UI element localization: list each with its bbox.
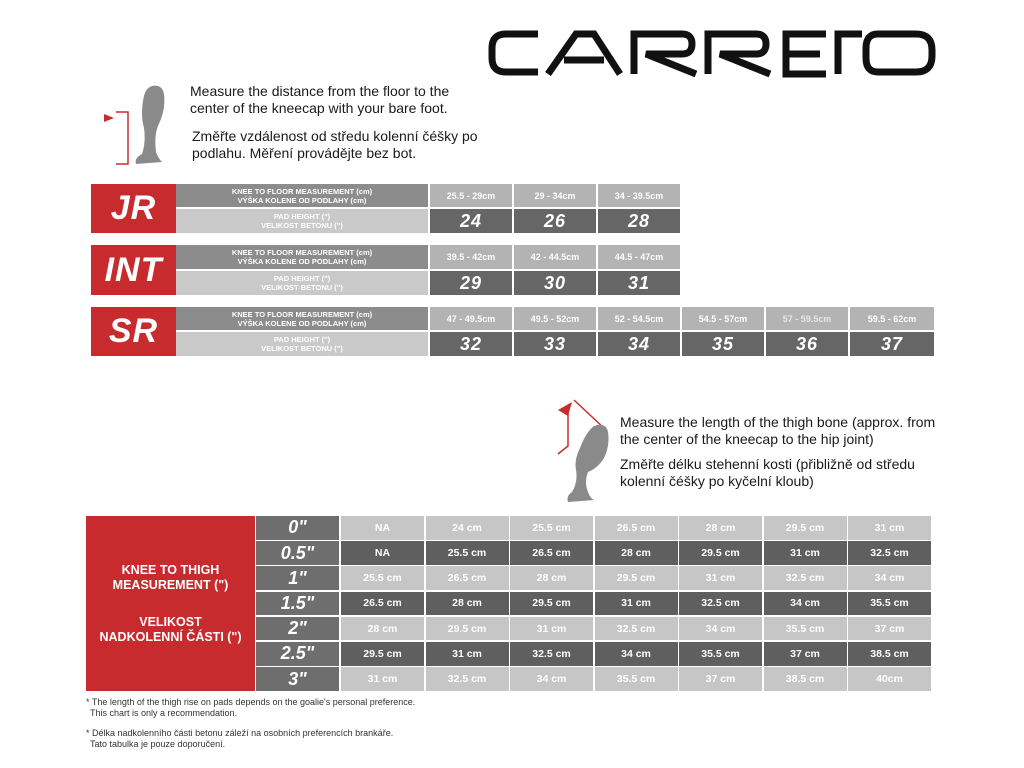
thigh-cell: 32.5 cm <box>679 592 762 616</box>
size-cell: 31 <box>598 271 680 295</box>
thigh-cell: 26.5 cm <box>341 592 424 616</box>
thigh-cell: 34 cm <box>679 617 762 641</box>
pad-height-header-en: PAD HEIGHT (") <box>273 274 331 283</box>
size-cell: 35 <box>682 332 764 356</box>
rise-label: 2.5" <box>256 642 339 666</box>
thigh-cell: 40cm <box>848 667 931 691</box>
knee-floor-instruction-cz: Změřte vzdálenost od středu kolenní čéšky po podlahu. Měření provádějte bez bot. <box>192 128 478 161</box>
thigh-cell: 35.5 cm <box>595 667 678 691</box>
pad-height-header <box>176 209 428 233</box>
thigh-cell: 29.5 cm <box>764 516 847 540</box>
thigh-cell: 28 cm <box>679 516 762 540</box>
range-cell: 59.5 - 62cm <box>850 307 934 330</box>
range-cell: 42 - 44.5cm <box>514 245 596 269</box>
range-cell: 29 - 34cm <box>514 184 596 207</box>
brand-logo <box>486 28 940 78</box>
thigh-cell: 29.5 cm <box>341 642 424 666</box>
thigh-cell: 31 cm <box>426 642 509 666</box>
rise-label: 0" <box>256 516 339 540</box>
size-label-int: INT <box>91 245 176 295</box>
range-cell: 34 - 39.5cm <box>598 184 680 207</box>
note-cz-1: * Délka nadkolenního části betonu záleží na osobních preferencích brankáře. <box>86 728 394 738</box>
range-cell: 44.5 - 47cm <box>598 245 680 269</box>
knee-floor-header <box>176 307 428 330</box>
thigh-cell: 32.5 cm <box>595 617 678 641</box>
range-cell: 57 - 59.5cm <box>766 307 848 330</box>
thigh-cell: 31 cm <box>764 541 847 565</box>
thigh-cell: 28 cm <box>426 592 509 616</box>
pad-height-header-en: PAD HEIGHT (") <box>273 335 331 344</box>
thigh-cell: 37 cm <box>679 667 762 691</box>
note-cz-2: Tato tabulka je pouze doporučení. <box>90 739 226 749</box>
knee-floor-header-cz: VÝŠKA KOLENE OD PODLAHY (cm) <box>237 318 367 328</box>
pad-height-header-cz: VELIKOST BETONU (") <box>261 283 343 292</box>
thigh-label-en-1: KNEE TO THIGH <box>121 562 220 577</box>
thigh-label-cz-1: VELIKOST <box>139 614 202 629</box>
size-cell: 36 <box>766 332 848 356</box>
thigh-table-label <box>86 516 255 691</box>
pad-height-header-cz: VELIKOST BETONU (") <box>261 344 343 353</box>
pad-height-header <box>176 332 428 356</box>
thigh-cell: 31 cm <box>848 516 931 540</box>
thigh-cell: 28 cm <box>510 566 593 590</box>
knee-floor-header <box>176 184 428 207</box>
range-cell: 54.5 - 57cm <box>682 307 764 330</box>
thigh-cell: 29.5 cm <box>679 541 762 565</box>
thigh-cell: NA <box>341 516 424 540</box>
knee-floor-header-cz: VÝŠKA KOLENE OD PODLAHY (cm) <box>237 257 367 266</box>
thigh-cell: 26.5 cm <box>510 541 593 565</box>
thigh-cell: 29.5 cm <box>510 592 593 616</box>
range-cell: 47 - 49.5cm <box>430 307 512 330</box>
pad-height-header <box>176 271 428 295</box>
thigh-cell: 24 cm <box>426 516 509 540</box>
knee-floor-header-en: KNEE TO FLOOR MEASUREMENT (cm) <box>231 248 373 257</box>
thigh-instruction-cz: Změřte délku stehenní kosti (přibližně od středu kolenní čéšky po kyčelní kloub) <box>620 456 915 489</box>
knee-floor-header-en: KNEE TO FLOOR MEASUREMENT (cm) <box>231 186 373 196</box>
note-cz <box>86 728 586 750</box>
pad-height-header-cz: VELIKOST BETONU (") <box>261 221 343 230</box>
thigh-cell: NA <box>341 541 424 565</box>
rise-label: 1.5" <box>256 592 339 616</box>
thigh-cell: 25.5 cm <box>510 516 593 540</box>
thigh-cell: 34 cm <box>595 642 678 666</box>
rise-label: 0.5" <box>256 541 339 565</box>
thigh-cell: 31 cm <box>679 566 762 590</box>
size-cell: 26 <box>514 209 596 233</box>
size-cell: 29 <box>430 271 512 295</box>
note-en-1: * The length of the thigh rise on pads depends on the goalie's personal preference. <box>86 697 416 707</box>
thigh-cell: 32.5 cm <box>510 642 593 666</box>
thigh-cell: 38.5 cm <box>848 642 931 666</box>
thigh-cell: 29.5 cm <box>595 566 678 590</box>
thigh-cell: 38.5 cm <box>764 667 847 691</box>
thigh-label-cz-2: NADKOLENNÍ ČÁSTI (") <box>99 629 242 644</box>
size-label-jr: JR <box>91 184 176 233</box>
thigh-instruction-en: Measure the length of the thigh bone (approx. from the center of the kneecap to the hip joint) <box>620 414 936 447</box>
knee-floor-header <box>176 245 428 269</box>
size-cell: 32 <box>430 332 512 356</box>
size-cell: 34 <box>598 332 680 356</box>
thigh-cell: 35.5 cm <box>848 592 931 616</box>
size-label-sr: SR <box>91 307 176 356</box>
thigh-cell: 34 cm <box>764 592 847 616</box>
thigh-cell: 31 cm <box>595 592 678 616</box>
thigh-cell: 29.5 cm <box>426 617 509 641</box>
range-cell: 49.5 - 52cm <box>514 307 596 330</box>
size-cell: 24 <box>430 209 512 233</box>
thigh-cell: 32.5 cm <box>426 667 509 691</box>
size-cell: 37 <box>850 332 934 356</box>
range-cell: 25.5 - 29cm <box>430 184 512 207</box>
thigh-cell: 25.5 cm <box>341 566 424 590</box>
thigh-cell: 28 cm <box>595 541 678 565</box>
thigh-cell: 34 cm <box>848 566 931 590</box>
thigh-cell: 28 cm <box>341 617 424 641</box>
thigh-cell: 32.5 cm <box>764 566 847 590</box>
thigh-measure-icon <box>548 396 618 506</box>
size-cell: 33 <box>514 332 596 356</box>
thigh-cell: 37 cm <box>848 617 931 641</box>
rise-label: 2" <box>256 617 339 641</box>
thigh-cell: 35.5 cm <box>764 617 847 641</box>
thigh-cell: 37 cm <box>764 642 847 666</box>
note-en <box>86 697 586 719</box>
pad-height-header-en: PAD HEIGHT (") <box>273 212 331 221</box>
thigh-cell: 31 cm <box>341 667 424 691</box>
range-cell: 39.5 - 42cm <box>430 245 512 269</box>
leg-measure-icon <box>90 82 180 167</box>
knee-floor-instruction-en: Measure the distance from the floor to the center of the kneecap with your bare foot. <box>190 83 450 116</box>
thigh-cell: 32.5 cm <box>848 541 931 565</box>
range-cell: 52 - 54.5cm <box>598 307 680 330</box>
thigh-cell: 26.5 cm <box>426 566 509 590</box>
size-cell: 28 <box>598 209 680 233</box>
thigh-cell: 31 cm <box>510 617 593 641</box>
thigh-label-en-2: MEASUREMENT (") <box>112 577 229 592</box>
rise-label: 3" <box>256 667 339 691</box>
knee-floor-header-cz: VÝŠKA KOLENE OD PODLAHY (cm) <box>237 195 367 205</box>
thigh-cell: 25.5 cm <box>426 541 509 565</box>
note-en-2: This chart is only a recommendation. <box>90 708 238 718</box>
thigh-cell: 26.5 cm <box>595 516 678 540</box>
thigh-cell: 34 cm <box>510 667 593 691</box>
size-cell: 30 <box>514 271 596 295</box>
rise-label: 1" <box>256 566 339 590</box>
thigh-cell: 35.5 cm <box>679 642 762 666</box>
knee-floor-header-en: KNEE TO FLOOR MEASUREMENT (cm) <box>231 309 373 319</box>
